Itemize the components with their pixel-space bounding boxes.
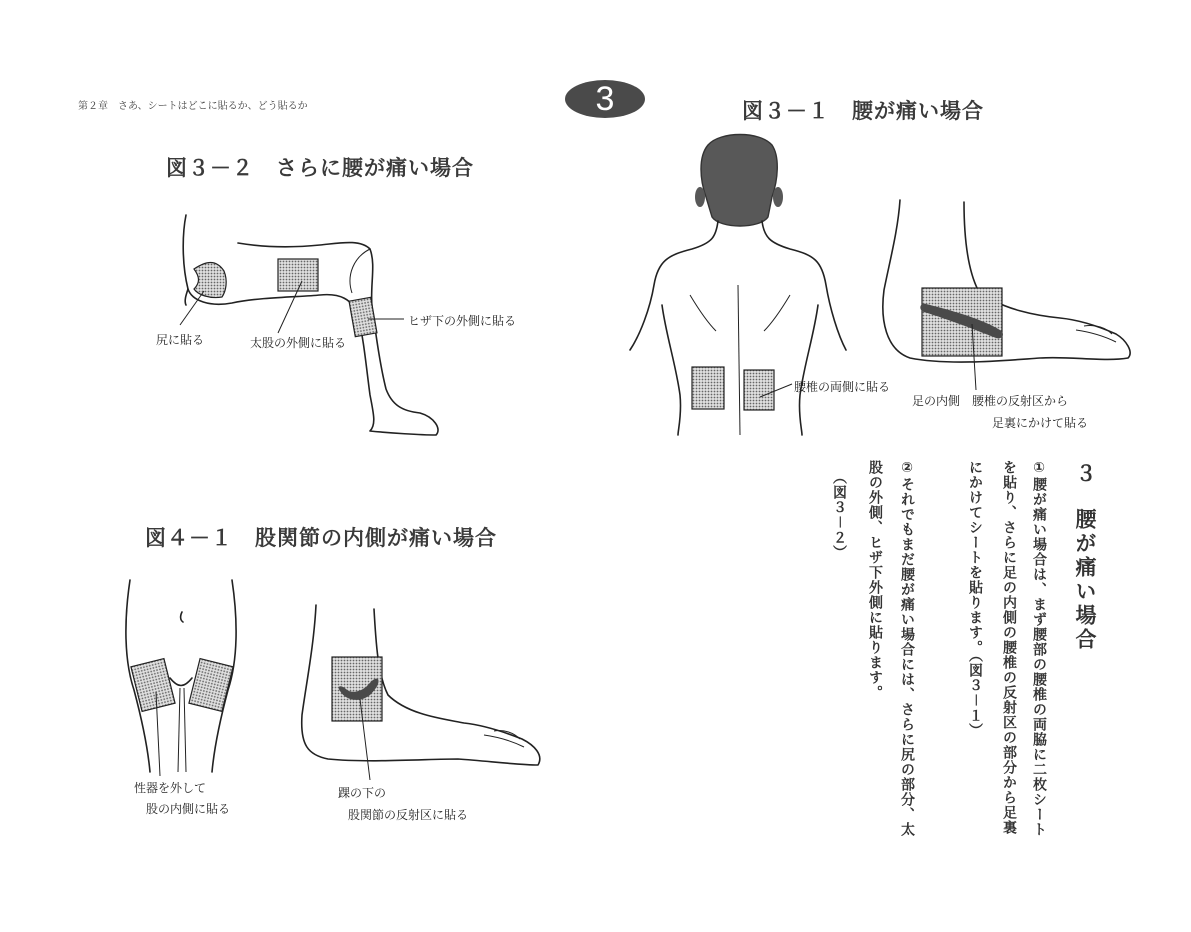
figure-4-1-title: 図４－１ 股関節の内側が痛い場合 (145, 525, 497, 550)
label-foot-inner-b: 足裏にかけて貼る (992, 416, 1089, 430)
label-hip: 尻に貼る (156, 333, 205, 347)
label-ankle-a: 踝の下の (338, 786, 387, 800)
label-ankle-b: 股関節の反射区に貼る (348, 808, 469, 822)
body-line-4: ②それでもまだ腰が痛い場合には、さらに尻の部分、太 (899, 460, 915, 837)
section-number: ３ (1073, 462, 1097, 486)
figure-3-2-title: 図３－２ さらに腰が痛い場合 (166, 155, 474, 180)
body-line-1: ①腰が痛い場合は、まず腰部の腰椎の両脇に二枚シート (1031, 460, 1047, 837)
label-groin-b: 股の内側に貼る (146, 802, 231, 816)
chapter-header: 第２章 さあ、シートはどこに貼るか、どう貼るか (78, 101, 308, 112)
figure-4-1-foot-illustration (298, 605, 543, 780)
label-thigh-outer: 太股の外側に貼る (250, 336, 347, 350)
label-foot-inner-a: 足の内側 腰椎の反射区から (912, 394, 1069, 408)
label-groin-a: 性器を外して (134, 781, 207, 795)
figure-4-1-pelvis-illustration (120, 580, 245, 775)
label-lumbar-sides: 腰椎の両側に貼る (794, 380, 891, 394)
body-line-3: にかけてシートを貼ります。（図３－１） (967, 460, 983, 738)
section-number-badge: 3 (565, 80, 645, 118)
figure-3-2-leg-illustration (180, 215, 445, 440)
section-heading: 腰が痛い場合 (1073, 508, 1097, 652)
body-line-6: （図３－２） (831, 470, 847, 560)
figure-3-1-title: 図３－１ 腰が痛い場合 (742, 98, 984, 123)
body-line-2: を貼り、さらに足の内側の腰椎の反射区の部分から足裏 (1001, 460, 1017, 835)
label-below-knee: ヒザ下の外側に貼る (408, 314, 517, 328)
body-line-5: 股の外側、ヒザ下外側に貼ります。 (867, 460, 883, 700)
figure-3-1-foot-illustration (880, 200, 1135, 375)
